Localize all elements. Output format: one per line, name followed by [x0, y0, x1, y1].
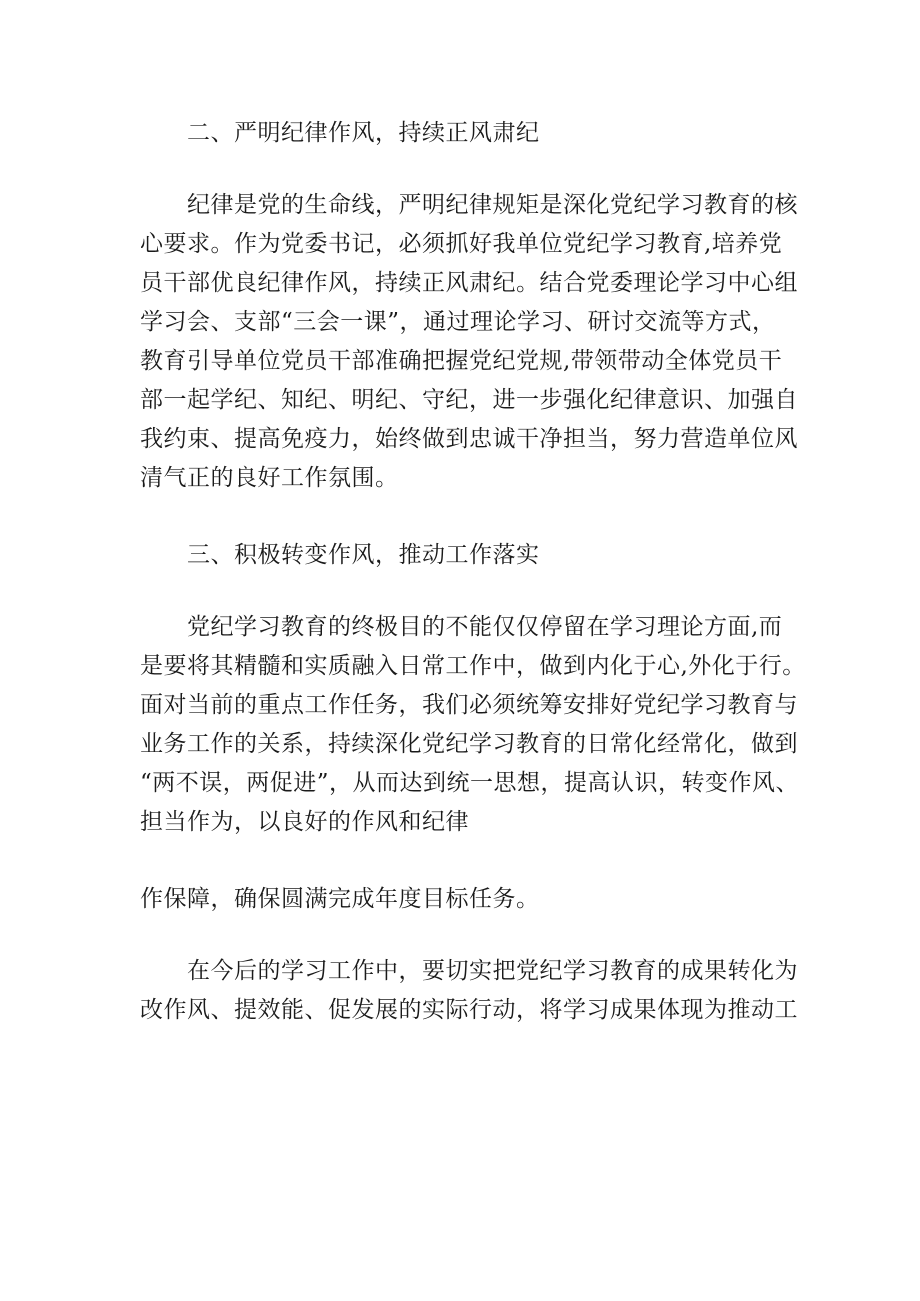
paragraph-line: “两不误，两促进”，从而达到统一思想，提高认识，转变作风、 — [140, 770, 800, 796]
paragraph-line: 我约束、提高免疫力，始终做到忠诚干净担当，努力营造单位风 — [140, 426, 798, 452]
section-heading-2: 二、严明纪律作风，持续正风肃纪 — [187, 120, 540, 146]
paragraph-line: 纪律是党的生命线，严明纪律规矩是深化党纪学习教育的核 — [187, 192, 798, 218]
paragraph-line: 部一起学纪、知纪、明纪、守纪，进一步强化纪律意识、加强自 — [140, 387, 798, 413]
paragraph-line: 是要将其精髓和实质融入日常工作中，做到内化于心,外化于行。 — [140, 653, 806, 679]
paragraph-line: 心要求。作为党委书记，必须抓好我单位党纪学习教育,培养党 — [140, 231, 783, 257]
paragraph-line: 清气正的良好工作氛围。 — [140, 465, 399, 491]
section-heading-3: 三、积极转变作风，推动工作落实 — [187, 542, 540, 568]
paragraph-line-tail: 作保障，确保圆满完成年度目标任务。 — [140, 886, 540, 912]
paragraph-line: 员干部优良纪律作风，持续正风肃纪。结合党委理论学习中心组 — [140, 270, 798, 296]
paragraph-line: 业务工作的关系，持续深化党纪学习教育的日常化经常化，做到 — [140, 731, 798, 757]
paragraph-line: 学习会、支部“三会一课”，通过理论学习、研讨交流等方式， — [140, 309, 776, 335]
paragraph-line: 在今后的学习工作中，要切实把党纪学习教育的成果转化为 — [187, 958, 798, 984]
paragraph-line: 面对当前的重点工作任务，我们必须统筹安排好党纪学习教育与 — [140, 692, 798, 718]
paragraph-line: 党纪学习教育的终极目的不能仅仅停留在学习理论方面,而 — [187, 614, 783, 640]
paragraph-line: 改作风、提效能、促发展的实际行动，将学习成果体现为推动工 — [140, 997, 798, 1023]
paragraph-line: 担当作为，以良好的作风和纪律 — [140, 809, 469, 835]
paragraph-line: 教育引导单位党员干部准确把握党纪党规,带领带动全体党员干 — [140, 348, 783, 374]
